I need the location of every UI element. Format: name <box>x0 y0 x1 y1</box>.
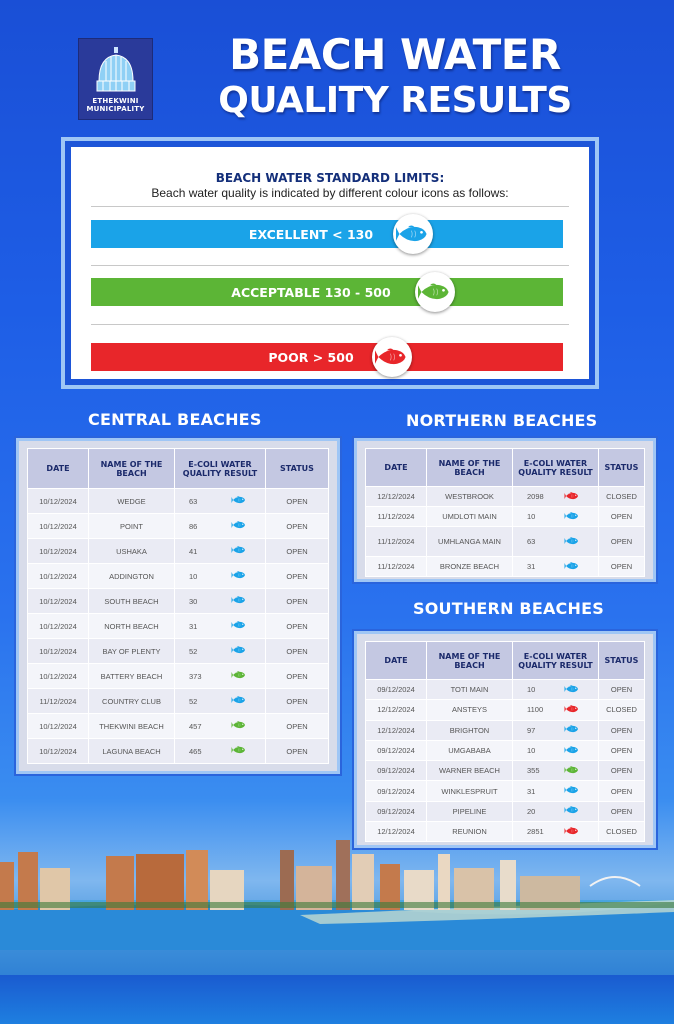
standards-heading: BEACH WATER STANDARD LIMITS: <box>215 171 445 185</box>
divider <box>91 324 569 325</box>
standards-subheading: Beach water quality is indicated by different colour icons as follows: <box>151 186 509 200</box>
cell-result <box>175 514 266 539</box>
col-name: NAME OF THE BEACH <box>427 642 513 680</box>
result-value: 20 <box>527 806 536 816</box>
cell-beach-name: WESTBROOK <box>427 487 513 507</box>
cell-result <box>175 614 266 639</box>
table-row <box>28 589 329 614</box>
col-result: E-COLI WATER QUALITY RESULT <box>513 449 599 487</box>
poor-label: POOR > 500 <box>268 349 354 365</box>
table-row <box>366 781 645 801</box>
cell-result <box>513 761 599 781</box>
cell-date: 10/12/2024 <box>28 664 89 689</box>
col-name: NAME OF THE BEACH <box>89 449 175 489</box>
cell-beach-name: POINT <box>89 514 175 539</box>
cell-date: 09/12/2024 <box>366 801 427 821</box>
table-row <box>28 714 329 739</box>
col-date: DATE <box>366 642 427 680</box>
cell-beach-name: WINKLESPRUIT <box>427 781 513 801</box>
cell-result <box>513 557 599 577</box>
cell-date: 09/12/2024 <box>366 680 427 700</box>
cell-result <box>175 689 266 714</box>
result-value: 31 <box>527 786 536 796</box>
cell-status: OPEN <box>266 489 329 514</box>
cell-beach-name: UMHLANGA MAIN <box>427 527 513 557</box>
table-row <box>366 487 645 507</box>
cell-status: OPEN <box>266 714 329 739</box>
table-row <box>366 740 645 760</box>
southern-beaches-title: SOUTHERN BEACHES <box>413 599 604 618</box>
central-beaches-title: CENTRAL BEACHES <box>88 410 262 429</box>
cell-beach-name: ANSTEYS <box>427 700 513 720</box>
cell-date: 12/12/2024 <box>366 822 427 842</box>
cell-beach-name: PIPELINE <box>427 801 513 821</box>
cell-status: OPEN <box>266 639 329 664</box>
cell-beach-name: LAGUNA BEACH <box>89 739 175 764</box>
cell-status: OPEN <box>599 507 645 527</box>
cell-date: 09/12/2024 <box>366 761 427 781</box>
result-value: 52 <box>189 696 198 706</box>
city-hall-dome-icon <box>91 47 141 95</box>
acceptable-label: ACCEPTABLE 130 - 500 <box>231 284 391 300</box>
cell-status: OPEN <box>266 614 329 639</box>
cell-date: 12/12/2024 <box>366 700 427 720</box>
table-row <box>366 822 645 842</box>
result-value: 373 <box>189 671 202 681</box>
result-value: 63 <box>527 537 536 546</box>
cell-beach-name: BRIGHTON <box>427 720 513 740</box>
table-row <box>28 539 329 564</box>
col-status: STATUS <box>599 449 645 487</box>
table-row <box>28 664 329 689</box>
excellent-fish-icon <box>564 786 580 797</box>
title-line2: QUALITY RESULTS <box>218 80 572 121</box>
southern-beaches-table <box>354 631 656 848</box>
result-value: 31 <box>527 562 536 571</box>
ethekwini-logo <box>78 38 153 120</box>
cell-date: 10/12/2024 <box>28 564 89 589</box>
col-name: NAME OF THE BEACH <box>427 449 513 487</box>
cell-status: OPEN <box>599 761 645 781</box>
cell-date: 10/12/2024 <box>28 614 89 639</box>
excellent-fish-icon <box>564 725 580 736</box>
logo-text-line2: MUNICIPALITY <box>86 105 145 113</box>
result-value: 10 <box>189 571 198 581</box>
central-table <box>27 448 329 764</box>
result-value: 31 <box>189 621 198 631</box>
cell-result <box>175 489 266 514</box>
excellent-bar <box>91 220 563 248</box>
result-value: 465 <box>189 746 202 756</box>
cell-beach-name: BRONZE BEACH <box>427 557 513 577</box>
col-result: E-COLI WATER QUALITY RESULT <box>175 449 266 489</box>
cell-status: OPEN <box>599 557 645 577</box>
cell-beach-name: BATTERY BEACH <box>89 664 175 689</box>
table-row <box>366 720 645 740</box>
northern-table <box>365 448 645 577</box>
northern-beaches-table <box>354 438 656 582</box>
cell-date: 11/12/2024 <box>366 527 427 557</box>
acceptable-bar <box>91 278 563 306</box>
cell-result <box>175 714 266 739</box>
excellent-fish-icon <box>564 536 580 547</box>
cell-result <box>513 680 599 700</box>
excellent-fish-icon <box>231 496 247 507</box>
excellent-fish-icon <box>231 646 247 657</box>
cell-status: CLOSED <box>599 822 645 842</box>
page-title <box>180 30 610 122</box>
cell-beach-name: SOUTH BEACH <box>89 589 175 614</box>
cell-beach-name: NORTH BEACH <box>89 614 175 639</box>
cell-date: 10/12/2024 <box>28 539 89 564</box>
table-row <box>366 700 645 720</box>
table-row <box>28 689 329 714</box>
col-status: STATUS <box>266 449 329 489</box>
cell-result <box>513 720 599 740</box>
cell-result <box>513 700 599 720</box>
cell-status: CLOSED <box>599 487 645 507</box>
northern-beaches-title: NORTHERN BEACHES <box>406 411 598 430</box>
cell-beach-name: THEKWINI BEACH <box>89 714 175 739</box>
excellent-fish-icon <box>231 596 247 607</box>
cell-date: 11/12/2024 <box>366 507 427 527</box>
cell-status: OPEN <box>266 564 329 589</box>
cell-status: OPEN <box>599 740 645 760</box>
cell-beach-name: ADDINGTON <box>89 564 175 589</box>
cell-status: OPEN <box>599 720 645 740</box>
cell-result <box>513 740 599 760</box>
result-value: 2851 <box>527 827 544 837</box>
table-row <box>28 489 329 514</box>
cell-beach-name: WARNER BEACH <box>427 761 513 781</box>
cell-status: OPEN <box>266 739 329 764</box>
cell-beach-name: WEDGE <box>89 489 175 514</box>
logo-text-line1: ETHEKWINI <box>92 97 139 105</box>
cell-status: OPEN <box>599 527 645 557</box>
red-fish-icon <box>372 337 412 377</box>
cell-result <box>513 487 599 507</box>
central-beaches-table <box>16 438 340 774</box>
standards-inner <box>71 147 589 379</box>
result-value: 97 <box>527 725 536 735</box>
table-row <box>28 639 329 664</box>
table-row <box>366 801 645 821</box>
cell-beach-name: COUNTRY CLUB <box>89 689 175 714</box>
excellent-fish-icon <box>564 806 580 817</box>
table-row <box>366 557 645 577</box>
excellent-fish-icon <box>564 684 580 695</box>
table-row <box>28 564 329 589</box>
cell-result <box>175 639 266 664</box>
cell-status: OPEN <box>266 539 329 564</box>
cell-date: 12/12/2024 <box>366 487 427 507</box>
cell-beach-name: BAY OF PLENTY <box>89 639 175 664</box>
col-date: DATE <box>366 449 427 487</box>
acceptable-fish-icon <box>564 765 580 776</box>
result-value: 63 <box>189 496 198 506</box>
poor-fish-icon <box>564 826 580 837</box>
poor-fish-icon <box>564 704 580 715</box>
southern-table <box>365 641 645 842</box>
table-row <box>366 507 645 527</box>
cell-date: 10/12/2024 <box>28 714 89 739</box>
table-row <box>366 527 645 557</box>
cell-result <box>175 589 266 614</box>
durban-skyline-image <box>0 840 674 950</box>
cell-status: CLOSED <box>599 700 645 720</box>
cell-status: OPEN <box>266 589 329 614</box>
footer-bar <box>0 975 674 1024</box>
cell-date: 12/12/2024 <box>366 720 427 740</box>
table-row <box>28 614 329 639</box>
cell-result <box>513 801 599 821</box>
result-value: 10 <box>527 512 536 521</box>
cell-status: OPEN <box>266 689 329 714</box>
table-row <box>28 514 329 539</box>
col-date: DATE <box>28 449 89 489</box>
cell-beach-name: UMGABABA <box>427 740 513 760</box>
excellent-fish-icon <box>564 561 580 572</box>
excellent-fish-icon <box>564 511 580 522</box>
excellent-fish-icon <box>231 621 247 632</box>
cell-date: 09/12/2024 <box>366 781 427 801</box>
result-value: 86 <box>189 521 198 531</box>
cell-date: 09/12/2024 <box>366 740 427 760</box>
cell-result <box>513 822 599 842</box>
cell-date: 11/12/2024 <box>28 689 89 714</box>
title-line1: BEACH WATER <box>229 30 561 79</box>
green-fish-icon <box>415 272 455 312</box>
table-row <box>366 680 645 700</box>
cell-result <box>175 564 266 589</box>
result-value: 10 <box>527 685 536 695</box>
cell-status: OPEN <box>266 664 329 689</box>
cell-beach-name: USHAKA <box>89 539 175 564</box>
cell-result <box>175 539 266 564</box>
poor-bar <box>91 343 563 371</box>
cell-result <box>513 527 599 557</box>
excellent-fish-icon <box>231 696 247 707</box>
result-value: 10 <box>527 746 536 756</box>
cell-date: 10/12/2024 <box>28 639 89 664</box>
cell-result <box>513 507 599 527</box>
cell-date: 10/12/2024 <box>28 589 89 614</box>
divider <box>91 206 569 207</box>
acceptable-fish-icon <box>231 671 247 682</box>
col-status: STATUS <box>599 642 645 680</box>
cell-date: 10/12/2024 <box>28 514 89 539</box>
result-value: 2098 <box>527 492 544 501</box>
table-row <box>366 761 645 781</box>
result-value: 41 <box>189 546 198 556</box>
poor-fish-icon <box>564 491 580 502</box>
cell-date: 11/12/2024 <box>366 557 427 577</box>
cell-status: OPEN <box>599 801 645 821</box>
standards-panel <box>61 137 599 389</box>
excellent-fish-icon <box>564 745 580 756</box>
cell-result <box>175 739 266 764</box>
col-result: E-COLI WATER QUALITY RESULT <box>513 642 599 680</box>
excellent-fish-icon <box>231 546 247 557</box>
cell-result <box>175 664 266 689</box>
excellent-fish-icon <box>231 571 247 582</box>
cell-result <box>513 781 599 801</box>
excellent-fish-icon <box>231 521 247 532</box>
cell-beach-name: TOTI MAIN <box>427 680 513 700</box>
acceptable-fish-icon <box>231 746 247 757</box>
result-value: 1100 <box>527 705 544 715</box>
result-value: 457 <box>189 721 202 731</box>
result-value: 30 <box>189 596 198 606</box>
divider <box>91 265 569 266</box>
result-value: 52 <box>189 646 198 656</box>
blue-fish-icon <box>393 214 433 254</box>
cell-date: 10/12/2024 <box>28 489 89 514</box>
cell-status: OPEN <box>266 514 329 539</box>
acceptable-fish-icon <box>231 721 247 732</box>
cell-beach-name: UMDLOTI MAIN <box>427 507 513 527</box>
cell-beach-name: REUNION <box>427 822 513 842</box>
cell-status: OPEN <box>599 680 645 700</box>
result-value: 355 <box>527 766 540 776</box>
table-row <box>28 739 329 764</box>
excellent-label: EXCELLENT < 130 <box>248 226 374 242</box>
cell-date: 10/12/2024 <box>28 739 89 764</box>
cell-status: OPEN <box>599 781 645 801</box>
